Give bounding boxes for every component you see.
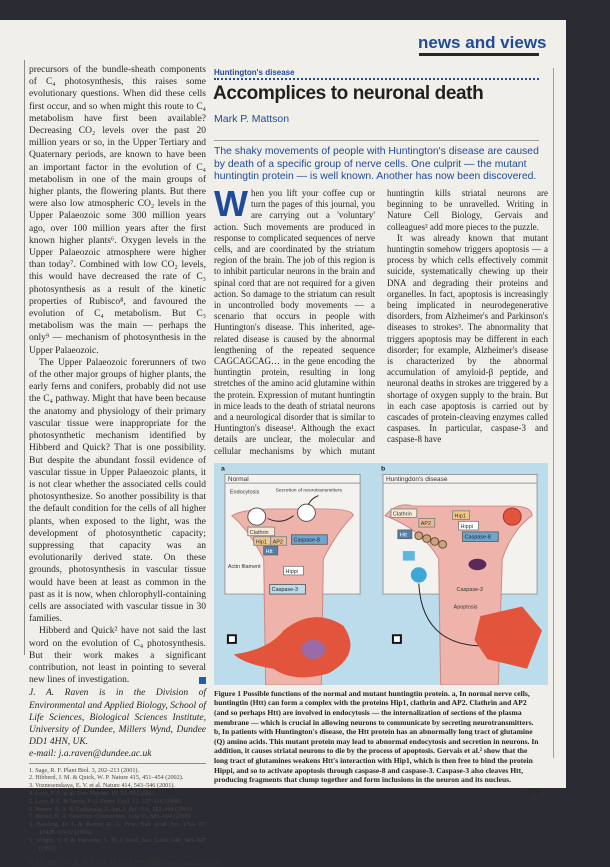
label-caspase8-b: Caspase-8: [464, 534, 491, 541]
label-secretion: Secretion of neurotransmitters: [275, 488, 342, 494]
paragraph: precursors of the bundle-sheath components of C₄ photosynthesis, this raises some evolutionary questions. When did these cells first occur, and so when might this route to C₄ metabolism have first been available? Decreasing CO₂ levels over the past 20 million years or so, in the Upper Tertiary and Quaternary periods, are known to have been an important factor in the evolution of C₄ metabolism in one of the main groups of higher plants, the flowering plants. But there were also low atmospheric CO₂ levels in the Upper Palaeozoic some 300 million years ago, over 100 million years after the first known higher plants⁶. Oxygen levels in the Upper Palaeozoic atmosphere were higher than today⁷. Combined with low CO₂ levels, this would have decreased the rate of C₃ photosynthesis as a result of the kinetic properties of Rubisco⁸, and favoured the evolution of C₄ metabolism. But C₃ metabolism was the main — perhaps the only⁹ — mechanism of photosynthesis in the Upper Palaeozoic.: [29, 65, 206, 356]
journal-footer: NATURE | VOL 415 | 24 JANUARY 2002 | www.nature.com: [29, 858, 220, 867]
reference: 8. Beerling, D. J. & Berner, R. A. Proc. Natl Acad. Sci. USA 97, 12428–12432 (2000).: [29, 821, 206, 836]
reference: 7. Berner, R. A. Geochim. Cosmochim. Acta 65, 685–694 (2001).: [29, 813, 192, 821]
zoom-box-icon: [228, 635, 236, 643]
reference: 9. Wright, V. P. & Vanstone, S. D. J. Geol. Soc. Lond. 148, 945–947 (1991).: [29, 836, 206, 852]
panel-b-title: Huntingdon's disease: [385, 476, 448, 484]
neuron-a: [234, 617, 351, 677]
standfirst-rule: [214, 140, 539, 141]
reference: 4. Levy, P. E. et al. Tree Physiol. 19, 53–58 (2001).: [29, 789, 156, 797]
author-affiliation: J. A. Raven is in the Division of Environmental and Applied Biology, School of Life Sciences, Biological Sciences Institute, University of Dundee, Millers Wynd, Dundee DD1 4HN, UK.: [29, 688, 206, 748]
label-caspase8: Caspase-8: [293, 537, 320, 544]
label-endocytosis: Endocytosis: [229, 489, 260, 496]
article-body: [214, 183, 548, 457]
journal-page: [0, 20, 566, 867]
section-header: news and views: [418, 33, 547, 52]
vesicle-icon: [248, 508, 266, 525]
htt-aggregate-icon: [411, 567, 427, 582]
nucleus-a: [301, 640, 325, 659]
paragraph-text: hen you lift your coffee cup or turn the pages of this journal, you are carrying out a 'voluntary' action. Such movements are produced in response to complicated sequences of nerve cells, and are coordinated by the striatum region of the brain. The job of this region is to inhibit particular neurons in the brain and spinal cord that are not required for a given action. So damage to the striatum can result in uncontrolled body movements — a scenario that occurs in people with Huntington's disease. This inherited, age-related disease is caused by the abnormal lengthening of the repeated sequence CAGCAGCAG… in the gene encoding the huntingtin protein, resulting in long stretches of the amino acid glutamine within the protein. Expression of mutant huntingtin in mice leads to the death of striatal neurons and a neurological disorder that is similar to Huntington's disease¹. Although the exact details are unclear, the molecular and cellular mechanisms by which mutant huntingtin kills striatal neurons are beginning to be unravelled. Writing in Nature Cell Biology, Gervais and colleagues² add more pieces to the puzzle.: [214, 188, 548, 456]
reference: 2. Hibberd, J. M. & Quick, W. P. Nature 415, 451–454 (2002).: [29, 774, 184, 782]
reference: 1. Sage, R. F. Plant Biol. 3, 202–213 (2001).: [29, 766, 140, 774]
label-actin-filament: Actin filament: [227, 564, 261, 571]
label-ap2-b: AP2: [420, 521, 432, 528]
label-clathrin: Clathrin: [249, 529, 269, 536]
reference-list: [29, 767, 206, 853]
column-rule: [553, 68, 554, 758]
label-caspase3-b: Caspase-3: [456, 587, 483, 594]
article-flow: [214, 183, 548, 797]
label-clathrin-b: Clathrin: [392, 511, 412, 518]
end-mark-icon: [199, 677, 206, 684]
author-email[interactable]: e-mail: j.a.raven@dundee.ac.uk: [29, 748, 206, 763]
dotted-rule: [214, 78, 539, 80]
caption-text: a, In normal nerve cells, huntingtin (Htt) can form a complex with the proteins Hip1, clathrin and AP2. Clathrin and AP2 (and so perhaps Htt) are involved in endocytosis — the internalization of sections of the plasma membrane — which is crucial in allowing neurons to communicate by secreting neurotransmitters. b, In patients with Huntington's disease, the Htt protein has an abnormally long tract of glutamine (Q) amino acids. This mutant protein may lead to abnormal endocytosis and secretion in neurons. In addition, it causes striatal neurons to die by the process of apoptosis. Gervais et al.² show that the long tract of glutamines weakens Htt's interaction with Hip1, which is then free to bind the protein Hippi, and so to activate apoptosis through caspase-8 and caspase-3. Caspase-3 also cleaves Htt, producing fragments that clump together and form inclusions in the neuron and its nucleus.: [214, 688, 539, 785]
drop-cap: W: [214, 183, 248, 224]
reference: 6. Berner, R. A. & Kothavala, Z. Am. J. Sci. 301, 182–204 (2001).: [29, 805, 194, 813]
paragraph: [29, 625, 206, 686]
section-header-rule: [419, 53, 539, 56]
page-number: 377: [525, 786, 540, 797]
column-rule: [24, 60, 25, 655]
inclusion-icon: [503, 508, 521, 525]
label-hippi: Hippi: [285, 568, 299, 575]
paragraph-text: Hibberd and Quick² have not said the last word on the evolution of C₄ photosynthesis. But their work makes a significant contribution, not least in pointing to several new lines of investigation.: [29, 626, 206, 686]
article-kicker: Huntington's disease: [214, 68, 295, 77]
label-hip1-b: Hip1: [454, 513, 466, 520]
figure-diagram: [214, 463, 548, 685]
figure-caption: [214, 689, 540, 785]
panel-a-letter: a: [220, 465, 225, 473]
figure-1: [214, 463, 548, 685]
zoom-box-icon: [393, 635, 401, 643]
vesicle-icon: [298, 504, 316, 521]
article-author: Mark P. Mattson: [214, 113, 290, 125]
panel-b-letter: b: [381, 465, 386, 473]
label-htt-b: Htt: [399, 532, 407, 539]
label-caspase3: Caspase-3: [271, 587, 299, 594]
label-ap2: AP2: [272, 539, 283, 546]
htt-fragment-icon: [403, 551, 415, 561]
label-hippi-b: Hippi: [460, 524, 473, 530]
article-title: Accomplices to neuronal death: [213, 83, 484, 104]
paragraph: It was already known that mutant huntingtin somehow triggers apoptosis — a process by which cells effectively commit suicide, systematically chewing up their DNA and degrading their proteins and organelles. In fact, apoptosis is increasingly being implicated in neurodegenerative disorders, from Alzheimer's and Parkinson's diseases to strokes³. The abnormality that triggers apoptosis may be different in each disorder; for example, Alzheimer's disease is characterized by the abnormal accumulation of amyloid-β peptide, and neuronal deaths in strokes are triggered by a shortage of oxygen supply to the brain. But in each case apoptosis is carried out by cascades of protein-cleaving enzymes called caspases. In particular, caspase-3 and caspase-8 have: [387, 232, 548, 445]
label-hip1: Hip1: [255, 539, 267, 546]
caption-lead: Figure 1 Possible functions of the normal and mutant huntingtin protein.: [214, 688, 450, 698]
label-apoptosis: Apoptosis: [453, 604, 478, 611]
paragraph: The Upper Palaeozoic forerunners of two of the other major groups of higher plants, the early ferns and conifers, probably did not use the C₄ pathway. Might that have been because the anatomy and physiology of their primary vascular tissue were inappropriate for the photosynthetic mechanism identified by Hibberd and Quick? That is one possibility. But despite the abundant fossil evidence of vascular tissue in Upper Palaeozoic plants, it is not clear whether the associated cells could photosynthesize. So another possibility is that the default condition for the cells of all higher plants, when exposed to the light, was the development of photosynthetic capacity; suppressing that capacity was an evolutionarily derived state. On these grounds, photosynthesis in vascular tissue would have been at least as common in the past as it is now, when chlorophyll-containing cells are associated with vascular tissue in 30 families.: [29, 357, 206, 625]
mitochondrion-icon: [468, 559, 486, 570]
panel-a-title: Normal: [227, 476, 249, 484]
article-standfirst: The shaky movements of people with Huntington's disease are caused by death of a specific group of nerve cells. One culprit — the mutant huntingtin protein — is well known. Another has now been discovered.: [214, 146, 539, 183]
label-htt: Htt: [265, 548, 273, 555]
previous-article-column: [29, 64, 206, 852]
reference: 3. Voznesenskaya, E. V. et al. Nature 414, 543–546 (2001).: [29, 782, 175, 790]
previous-article-area: [29, 64, 220, 867]
reference: 5. Levy, P. E. & Jarvis, P. G. Funct. Ecol. 12, 107–116 (1998).: [29, 797, 183, 805]
